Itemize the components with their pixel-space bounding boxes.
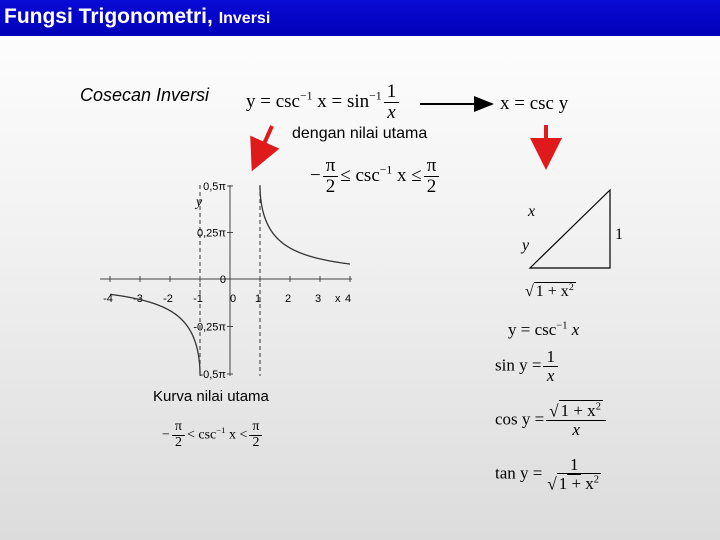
f3-den: x bbox=[572, 420, 580, 440]
title-main: Fungsi Trigonometri, bbox=[4, 5, 213, 28]
principal-minus: − bbox=[310, 164, 321, 186]
x-tick-label: -3 bbox=[133, 293, 143, 305]
definition-exp2: −1 bbox=[369, 89, 382, 103]
f3-num-wrap: √ $1 + x^2$ bbox=[546, 402, 606, 421]
f1-var: x bbox=[571, 320, 580, 339]
f2-fraction bbox=[543, 348, 558, 385]
f2-num: 1 bbox=[543, 348, 558, 367]
y-axis-label: y bbox=[196, 195, 203, 210]
caption-exp: −1 bbox=[216, 425, 226, 436]
inverse-formula: x = csc y bbox=[500, 93, 569, 114]
y-tick-label: 0 bbox=[219, 274, 226, 286]
f2-lhs: sin y = bbox=[495, 355, 542, 375]
x-tick-label-zero: 0 bbox=[229, 293, 237, 305]
triangle-base-text: 1 + x bbox=[535, 282, 569, 300]
formula-sin bbox=[495, 348, 560, 385]
caption-right-num: π bbox=[249, 420, 262, 436]
triangle-base-label bbox=[525, 282, 576, 301]
sqrt-sign: √ bbox=[525, 282, 534, 300]
principal-right-den: 2 bbox=[426, 175, 437, 197]
principal-exp: −1 bbox=[379, 163, 393, 177]
f3-lhs: cos y = bbox=[495, 409, 545, 429]
caption-minus: − bbox=[162, 427, 170, 443]
y-tick-label: -0,5π bbox=[199, 369, 226, 381]
formula-tan bbox=[495, 456, 606, 493]
triangle-hyp-label: x bbox=[528, 203, 536, 220]
principal-mid: ≤ csc bbox=[340, 164, 380, 186]
f4-lhs: tan y = bbox=[495, 463, 543, 483]
x-tick-label: 4 bbox=[344, 293, 352, 305]
principal-left-num: π bbox=[323, 156, 339, 177]
x-tick-label: 1 bbox=[254, 293, 262, 305]
triangle-side-label: 1 bbox=[615, 226, 623, 243]
section-heading: Cosecan Inversi bbox=[80, 85, 210, 105]
y-tick-label: -0,25π bbox=[193, 321, 226, 334]
y-tick-label: 0,5π bbox=[203, 181, 226, 193]
x-tick-label: -1 bbox=[193, 293, 203, 305]
definition-mid: x = sin bbox=[317, 90, 370, 112]
x-tick-label: 3 bbox=[314, 293, 322, 305]
x-tick-label: -4 bbox=[103, 293, 113, 305]
y-tick-label: 0,25π bbox=[197, 227, 226, 240]
definition-num: 1 bbox=[384, 82, 400, 103]
x-tick-label: 2 bbox=[284, 293, 292, 305]
caption-left-den: 2 bbox=[174, 434, 182, 450]
chart-caption: Kurva nilai utama bbox=[153, 388, 269, 405]
principal-left-den: 2 bbox=[325, 175, 336, 197]
definition-den: x bbox=[387, 101, 396, 123]
title-sub: Inversi bbox=[218, 10, 271, 27]
triangle-base-exp: 2 bbox=[568, 282, 574, 293]
x-tick-label: -2 bbox=[163, 293, 173, 305]
f4-den: 1 + x bbox=[558, 474, 594, 494]
triangle-leg-label: y bbox=[522, 237, 530, 254]
f4-exp: 2 bbox=[593, 474, 600, 486]
principal-var: x ≤ bbox=[397, 164, 422, 186]
caption-var: x < bbox=[229, 427, 248, 443]
f4-num: 1 bbox=[567, 456, 582, 475]
principal-right-num: π bbox=[424, 156, 440, 177]
f4-den-wrap: √ $1 + x^2$ bbox=[547, 474, 600, 494]
caption-right-den: 2 bbox=[252, 434, 260, 450]
caption-left-num: π bbox=[172, 420, 185, 436]
f2-den: x bbox=[546, 365, 555, 385]
f3-exp: 2 bbox=[595, 402, 601, 413]
f3-fraction bbox=[546, 402, 606, 439]
formula-cos bbox=[495, 402, 608, 439]
f1-exp: −1 bbox=[556, 320, 568, 332]
definition-lhs: y = csc bbox=[246, 90, 300, 112]
formula-csc-inverse bbox=[508, 320, 579, 340]
f3-num: 1 + x bbox=[560, 401, 596, 421]
f4-fraction bbox=[544, 456, 604, 493]
f1-lhs: y = csc bbox=[508, 320, 557, 339]
caption-mid: < csc bbox=[186, 427, 217, 443]
definition-exp: −1 bbox=[299, 89, 313, 103]
triangle-shape bbox=[530, 190, 610, 268]
x-axis-label: x bbox=[335, 293, 341, 305]
principal-label: dengan nilai utama bbox=[292, 125, 428, 142]
